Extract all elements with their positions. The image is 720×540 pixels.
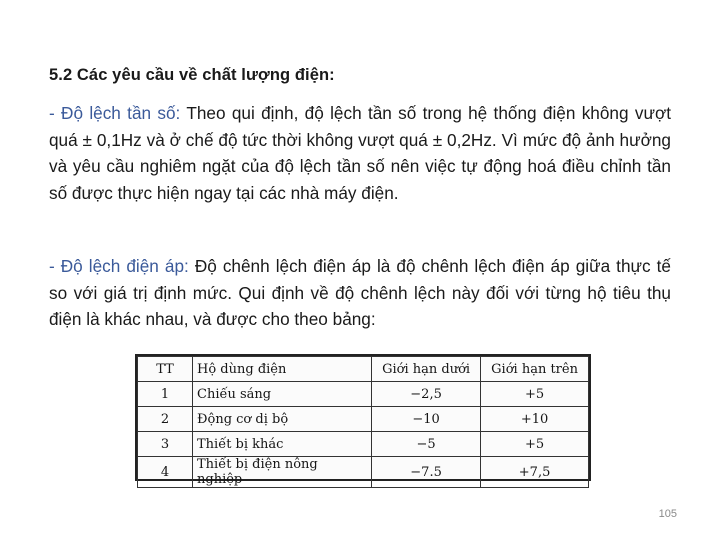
table-row bbox=[138, 432, 589, 457]
voltage-deviation-text: Độ chênh lệch điện áp là độ chênh lệch điện áp giữa thực tế so với giá trị định mức. Qui định về độ chênh lệch này đối với từng hộ tiêu thụ điện là khác nhau, và được cho theo bảng: bbox=[49, 256, 671, 329]
row-upper-limit: +7,5 bbox=[481, 457, 589, 488]
table-header-row bbox=[138, 357, 589, 382]
frequency-deviation-text: Theo qui định, độ lệch tần số trong hệ thống điện không vượt quá ± 0,1Hz và ở chế độ tức thời không vượt quá ± 0,2Hz. Vì mức độ ảnh hưởng và yêu cầu nghiêm ngặt của độ lệch tần số nên việc tự động hoá điều chỉnh tần số được thực hiện ngay tại các nhà máy điện. bbox=[49, 103, 671, 203]
row-upper-limit: +5 bbox=[481, 382, 589, 407]
row-lower-limit: −5 bbox=[372, 432, 481, 457]
row-upper-limit: +10 bbox=[481, 407, 589, 432]
row-tt: 1 bbox=[138, 382, 193, 407]
voltage-deviation-label: - Độ lệch điện áp: bbox=[49, 256, 189, 276]
frequency-deviation-label: - Độ lệch tần số: bbox=[49, 103, 181, 123]
row-upper-limit: +5 bbox=[481, 432, 589, 457]
header-consumer: Hộ dùng điện bbox=[193, 357, 372, 382]
row-tt: 3 bbox=[138, 432, 193, 457]
row-lower-limit: −2,5 bbox=[372, 382, 481, 407]
table-row bbox=[138, 382, 589, 407]
section-heading: 5.2 Các yêu cầu về chất lượng điện: bbox=[49, 66, 335, 84]
table-row bbox=[138, 457, 589, 488]
voltage-limits-table bbox=[135, 354, 591, 487]
row-tt: 2 bbox=[138, 407, 193, 432]
row-lower-limit: −7.5 bbox=[372, 457, 481, 488]
voltage-deviation-paragraph bbox=[49, 253, 671, 333]
page-number: 105 bbox=[658, 508, 677, 520]
table-row bbox=[138, 407, 589, 432]
row-lower-limit: −10 bbox=[372, 407, 481, 432]
header-tt: TT bbox=[138, 357, 193, 382]
row-consumer: Chiếu sáng bbox=[193, 382, 372, 407]
header-lower-limit: Giới hạn dưới bbox=[372, 357, 481, 382]
row-tt: 4 bbox=[138, 457, 193, 488]
row-consumer: Động cơ dị bộ bbox=[193, 407, 372, 432]
row-consumer: Thiết bị điện nông nghiệp bbox=[193, 457, 372, 488]
header-upper-limit: Giới hạn trên bbox=[481, 357, 589, 382]
frequency-deviation-paragraph bbox=[49, 100, 671, 206]
row-consumer: Thiết bị khác bbox=[193, 432, 372, 457]
